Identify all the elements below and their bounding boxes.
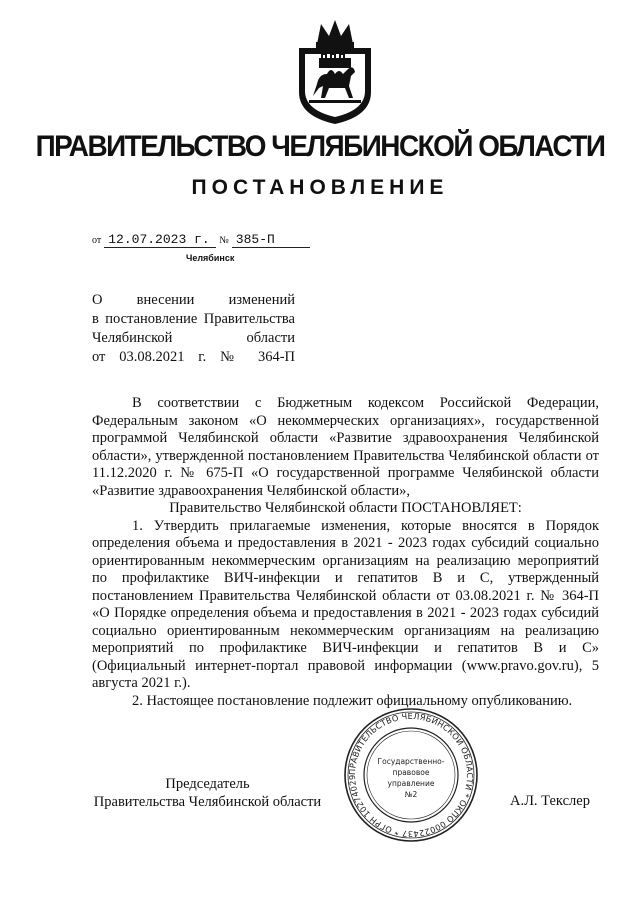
- coat-of-arms-icon: [289, 14, 381, 126]
- signatory-title-line: Правительства Челябинской области: [93, 794, 322, 810]
- government-title: ПРАВИТЕЛЬСТВО ЧЕЛЯБИНСКОЙ ОБЛАСТИ: [35, 130, 605, 163]
- body-paragraph-preamble: В соответствии с Бюджетным кодексом Российской Федерации, Федеральным законом «О некоммерческих организациях», государственной программой Челябинской области «Развитие здравоохранения Челябинской области», утвержденной постановлением Правительства Челябинской области от 11.12.2020 г. № 675-П «О государственной программе Челябинской области «Развитие здравоохранения Челябинской области»,: [92, 395, 599, 499]
- city-label: Челябинск: [186, 253, 235, 263]
- signatory-title-line: Председатель: [165, 776, 250, 792]
- seal-center-line: Государственно-: [377, 757, 445, 766]
- document-body: [92, 395, 599, 710]
- number-prefix: №: [219, 235, 229, 246]
- seal-center-line: управление: [387, 779, 435, 788]
- signatory-name: А.Л. Текслер: [510, 793, 590, 809]
- document-date: 12.07.2023 г.: [104, 233, 216, 248]
- body-paragraph-item-1: 1. Утвердить прилагаемые изменения, которые вносятся в Порядок определения объема и предоставления в 2021 - 2023 годах субсидий социально ориентированным некоммерческим организациям на реализацию мероприятий по профилактике ВИЧ-инфекции и гепатитов В и С, утвержденный постановлением Правительства Челябинской области от 03.08.2021 г. № 364-П «О Порядке определения объема и предоставления в 2021 - 2023 годах субсидий социально ориентированным некоммерческим организациям на реализацию мероприятий по профилактике ВИЧ-инфекции и гепатитов В и С» (Официальный интернет-портал правовой информации (www.pravo.gov.ru), 5 августа 2021 г.).: [92, 517, 599, 691]
- body-paragraph-resolves: Правительство Челябинской области ПОСТАНОВЛЯЕТ:: [169, 500, 522, 516]
- document-number: 385-П: [232, 233, 310, 248]
- subject-line: Челябинской области: [92, 330, 295, 346]
- seal-ring-text: ПРАВИТЕЛЬСТВО ЧЕЛЯБИНСКОЙ ОБЛАСТИ * ОКПО 00022437 * ОГРН 10274029: [346, 710, 476, 840]
- signatory-title: [90, 775, 325, 811]
- seal-center-line: правовое: [392, 768, 430, 777]
- body-paragraph-item-2: 2. Настоящее постановление подлежит официальному опубликованию.: [132, 692, 573, 709]
- date-prefix: от: [92, 235, 102, 246]
- subject-block: [92, 291, 295, 367]
- subject-line: от 03.08.2021 г. № 364-П: [92, 349, 295, 365]
- official-seal-icon: [342, 706, 480, 844]
- seal-center-line: №2: [404, 790, 418, 799]
- subject-line: в постановление Правительства: [92, 311, 295, 327]
- subject-line: О внесении изменений: [92, 292, 295, 308]
- document-date-number: [92, 232, 310, 248]
- document-type: ПОСТАНОВЛЕНИЕ: [191, 176, 449, 199]
